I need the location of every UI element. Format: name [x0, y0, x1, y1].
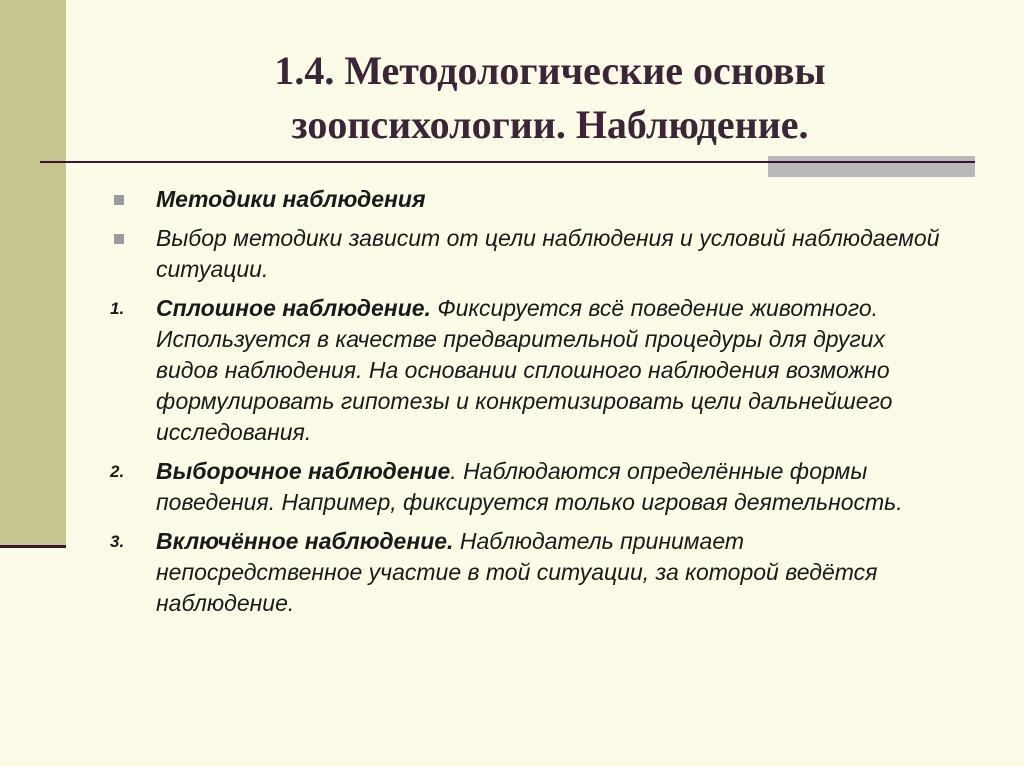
slide-body	[110, 184, 950, 627]
title-accent-rule	[768, 161, 975, 163]
item-text: Наблюдатель принимает непосредственное участие в той ситуации, за которой ведётся наблюдение.	[156, 528, 878, 616]
square-bullet-icon	[114, 195, 124, 205]
item-heading: Включённое наблюдение.	[156, 528, 454, 554]
list-item	[110, 293, 950, 448]
item-heading: Методики наблюдения	[156, 186, 426, 212]
item-number: 1.	[110, 299, 125, 318]
title-accent-bar	[768, 156, 975, 177]
list-item	[110, 526, 950, 619]
item-text: Выбор методики зависит от цели наблюдения и условий наблюдаемой ситуации.	[156, 225, 940, 282]
list-item	[110, 223, 950, 285]
item-number: 3.	[110, 532, 125, 551]
item-heading: Выборочное наблюдение	[156, 458, 451, 484]
item-number: 2.	[110, 462, 125, 481]
slide-title: 1.4. Методологические основы зоопсихологии. Наблюдение.	[274, 48, 826, 147]
item-text: . Наблюдаются определённые формы поведения. Например, фиксируется только игровая деятельность.	[156, 458, 903, 515]
list-item	[110, 184, 950, 215]
square-bullet-icon	[114, 234, 124, 244]
left-decor-rule	[0, 545, 66, 548]
left-decor-band	[0, 0, 66, 548]
list-item	[110, 456, 950, 518]
item-text: Фиксируется всё поведение животного. Используется в качестве предварительной процедуры для других видов наблюдения. На основании сплошного наблюдения возможно формулировать гипотезы и конкретизировать цели дальнейшего исследования.	[156, 295, 893, 445]
item-heading: Сплошное наблюдение.	[156, 295, 431, 321]
